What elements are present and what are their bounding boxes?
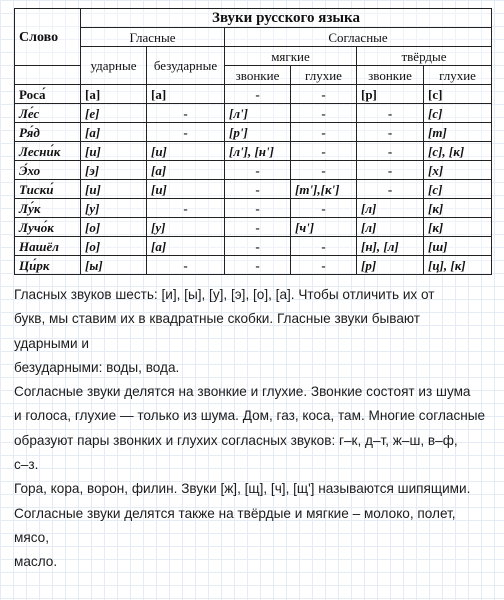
hard-header: твёрдые (357, 47, 492, 66)
sound-cell: [л'], [н'] (225, 142, 291, 161)
table-row (15, 104, 492, 123)
word-cell: Нашёл (15, 237, 81, 256)
sound-cell: [к] (424, 218, 492, 237)
text-line: безударными: воды, вода. (14, 359, 180, 375)
sound-cell: [у] (81, 199, 147, 218)
table-row (15, 123, 492, 142)
sound-cell: - (291, 104, 357, 123)
sound-cell: - (357, 180, 424, 199)
consonants-header: Согласные (225, 28, 492, 47)
sound-cell: - (147, 123, 225, 142)
sound-cell: - (147, 256, 225, 275)
soft-voiced-header: звонкие (225, 66, 291, 85)
sound-cell: - (357, 123, 424, 142)
sound-cell: - (357, 104, 424, 123)
sound-cell: [т] (424, 123, 492, 142)
sound-cell: - (291, 142, 357, 161)
sounds-table-container (14, 8, 491, 275)
sound-cell: - (225, 180, 291, 199)
sound-cell: - (225, 199, 291, 218)
sound-cell: - (225, 237, 291, 256)
sound-cell: [р'] (225, 123, 291, 142)
sound-cell: [р] (357, 256, 424, 275)
sound-cell: - (147, 104, 225, 123)
sound-cell: [а] (147, 161, 225, 180)
sound-cell: [р] (357, 85, 424, 104)
sound-cell: [ш] (424, 237, 492, 256)
sound-cell: [о] (81, 218, 147, 237)
sound-cell: - (147, 199, 225, 218)
sound-cell: - (291, 123, 357, 142)
sound-cell: [л'] (225, 104, 291, 123)
sound-cell: - (225, 85, 291, 104)
table-title: Звуки русского языка (81, 9, 492, 28)
table-row (15, 85, 492, 104)
sound-cell: [с] (424, 180, 492, 199)
text-line: букв, мы ставим их в квадратные скобки. Гласные звуки бывают (14, 311, 421, 327)
table-row (15, 237, 492, 256)
sound-cell: [к] (424, 199, 492, 218)
text-line: с–з. (14, 457, 39, 473)
empty-word-subheader (15, 66, 81, 85)
table-row (15, 199, 492, 218)
sound-cell: [и] (81, 180, 147, 199)
sound-cell: - (291, 237, 357, 256)
explanation-text (14, 283, 500, 575)
sound-cell: - (225, 218, 291, 237)
stressed-header: ударные (81, 47, 147, 85)
word-column-header: Слово (15, 9, 81, 66)
word-cell: Лу́к (15, 199, 81, 218)
text-line: Гласных звуков шесть: [и], [ы], [у], [э], [о], [а]. Чтобы отличить их от (14, 287, 435, 302)
word-cell: Тиски́ (15, 180, 81, 199)
soft-voiceless-header: глухие (291, 66, 357, 85)
sound-cell: - (291, 85, 357, 104)
word-cell: Ле́с (15, 104, 81, 123)
table-row (15, 218, 492, 237)
sound-cell: [с], [к] (424, 142, 492, 161)
sound-cell: [с] (424, 104, 492, 123)
sound-cell: [у] (147, 218, 225, 237)
sound-cell: - (291, 256, 357, 275)
soft-header: мягкие (225, 47, 357, 66)
word-cell: Роса́ (15, 85, 81, 104)
sound-cell: - (357, 142, 424, 161)
text-line: Гора, кора, ворон, филин. Звуки [ж], [щ], [ч], [щ'] называются шипящими. (14, 481, 471, 497)
russian-sounds-table (14, 8, 492, 275)
text-line: Согласные звуки делятся на звонкие и глухие. Звонкие состоят из шума (14, 384, 471, 400)
word-cell: Ря́д (15, 123, 81, 142)
text-line: ударными и (14, 335, 89, 351)
sound-cell: [а] (81, 85, 147, 104)
table-row (15, 161, 492, 180)
word-cell: Лучо́к (15, 218, 81, 237)
sound-cell: [а] (147, 85, 225, 104)
text-line: и голоса, глухие — только из шума. Дом, газ, коса, там. Многие согласные (14, 408, 486, 424)
sound-cell: [е] (81, 104, 147, 123)
table-body (15, 85, 492, 275)
text-line: образуют пары звонких и глухих согласных звуков: г–к, д–т, ж–ш, в–ф, (14, 432, 458, 448)
unstressed-header: безударные (147, 47, 225, 85)
table-row (15, 256, 492, 275)
sound-cell: [т'],[к'] (291, 180, 357, 199)
sound-cell: - (225, 161, 291, 180)
sound-cell: [с] (424, 85, 492, 104)
word-cell: Лесни́к (15, 142, 81, 161)
sound-cell: [э] (81, 161, 147, 180)
hard-voiced-header: звонкие (357, 66, 424, 85)
sound-cell: - (291, 161, 357, 180)
sound-cell: [л] (357, 199, 424, 218)
sound-cell: [а] (81, 123, 147, 142)
vowels-header: Гласные (81, 28, 225, 47)
text-line: мясо, (14, 529, 49, 545)
hard-voiceless-header: глухие (424, 66, 492, 85)
sound-cell: [н], [л] (357, 237, 424, 256)
text-line: масло. (14, 554, 58, 570)
table-row (15, 142, 492, 161)
table-row (15, 180, 492, 199)
sound-cell: [и] (147, 180, 225, 199)
sound-cell: - (357, 161, 424, 180)
sound-cell: [и] (147, 142, 225, 161)
word-cell: Ци́рк (15, 256, 81, 275)
sound-cell: - (225, 256, 291, 275)
sound-cell: [о] (81, 237, 147, 256)
sound-cell: [а] (147, 237, 225, 256)
text-line: Согласные звуки делятся также на твёрдые и мягкие – молоко, полет, (14, 505, 456, 521)
word-cell: Э́хо (15, 161, 81, 180)
sound-cell: [л] (357, 218, 424, 237)
sound-cell: [ч'] (291, 218, 357, 237)
sound-cell: [ы] (81, 256, 147, 275)
sound-cell: [х] (424, 161, 492, 180)
sound-cell: [и] (81, 142, 147, 161)
sound-cell: [ц], [к] (424, 256, 492, 275)
sound-cell: - (291, 199, 357, 218)
